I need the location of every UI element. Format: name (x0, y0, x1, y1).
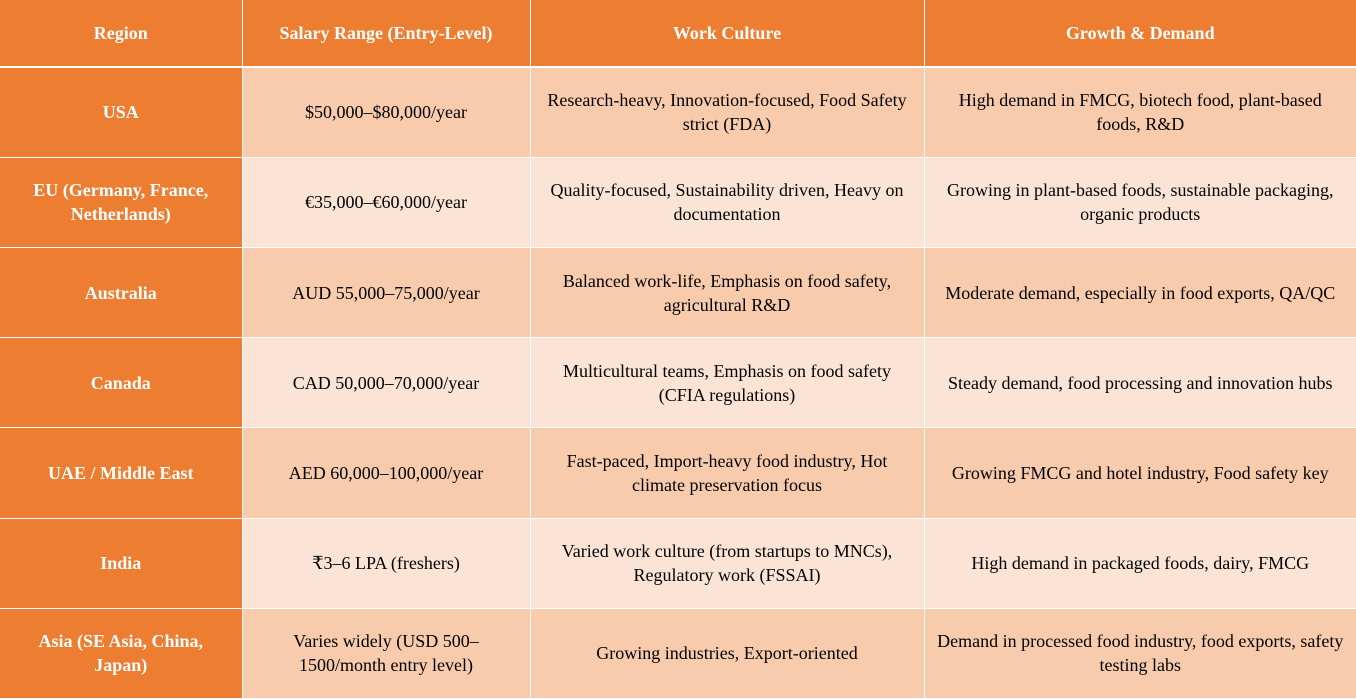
region-cell: India (0, 518, 242, 608)
table-row (0, 67, 1356, 157)
header-growth-demand: Growth & Demand (924, 0, 1356, 67)
salary-cell: €35,000–€60,000/year (242, 157, 530, 247)
header-row (0, 0, 1356, 67)
region-cell: EU (Germany, France, Netherlands) (0, 157, 242, 247)
growth-demand-cell: Growing in plant-based foods, sustainable packaging, organic products (924, 157, 1356, 247)
growth-demand-cell: Moderate demand, especially in food exports, QA/QC (924, 247, 1356, 337)
work-culture-cell: Research-heavy, Innovation-focused, Food Safety strict (FDA) (530, 67, 924, 157)
salary-cell: AUD 55,000–75,000/year (242, 247, 530, 337)
table-row (0, 338, 1356, 428)
work-culture-cell: Multicultural teams, Emphasis on food safety (CFIA regulations) (530, 338, 924, 428)
work-culture-cell: Fast-paced, Import-heavy food industry, Hot climate preservation focus (530, 428, 924, 518)
region-cell: Australia (0, 247, 242, 337)
growth-demand-cell: Growing FMCG and hotel industry, Food safety key (924, 428, 1356, 518)
growth-demand-cell: Steady demand, food processing and innovation hubs (924, 338, 1356, 428)
region-cell: USA (0, 67, 242, 157)
salary-cell: ₹3–6 LPA (freshers) (242, 518, 530, 608)
table-row (0, 247, 1356, 337)
salary-cell: AED 60,000–100,000/year (242, 428, 530, 518)
work-culture-cell: Balanced work-life, Emphasis on food safety, agricultural R&D (530, 247, 924, 337)
table-row (0, 428, 1356, 518)
growth-demand-cell: High demand in packaged foods, dairy, FMCG (924, 518, 1356, 608)
salary-cell: $50,000–$80,000/year (242, 67, 530, 157)
growth-demand-cell: Demand in processed food industry, food exports, safety testing labs (924, 608, 1356, 698)
work-culture-cell: Quality-focused, Sustainability driven, Heavy on documentation (530, 157, 924, 247)
header-salary-range: Salary Range (Entry-Level) (242, 0, 530, 67)
work-culture-cell: Growing industries, Export-oriented (530, 608, 924, 698)
header-region: Region (0, 0, 242, 67)
region-cell: UAE / Middle East (0, 428, 242, 518)
region-cell: Asia (SE Asia, China, Japan) (0, 608, 242, 698)
region-cell: Canada (0, 338, 242, 428)
table-row (0, 157, 1356, 247)
work-culture-cell: Varied work culture (from startups to MNCs), Regulatory work (FSSAI) (530, 518, 924, 608)
growth-demand-cell: High demand in FMCG, biotech food, plant-based foods, R&D (924, 67, 1356, 157)
salary-cell: Varies widely (USD 500–1500/month entry level) (242, 608, 530, 698)
salary-cell: CAD 50,000–70,000/year (242, 338, 530, 428)
table-row (0, 518, 1356, 608)
header-work-culture: Work Culture (530, 0, 924, 67)
table-row (0, 608, 1356, 698)
